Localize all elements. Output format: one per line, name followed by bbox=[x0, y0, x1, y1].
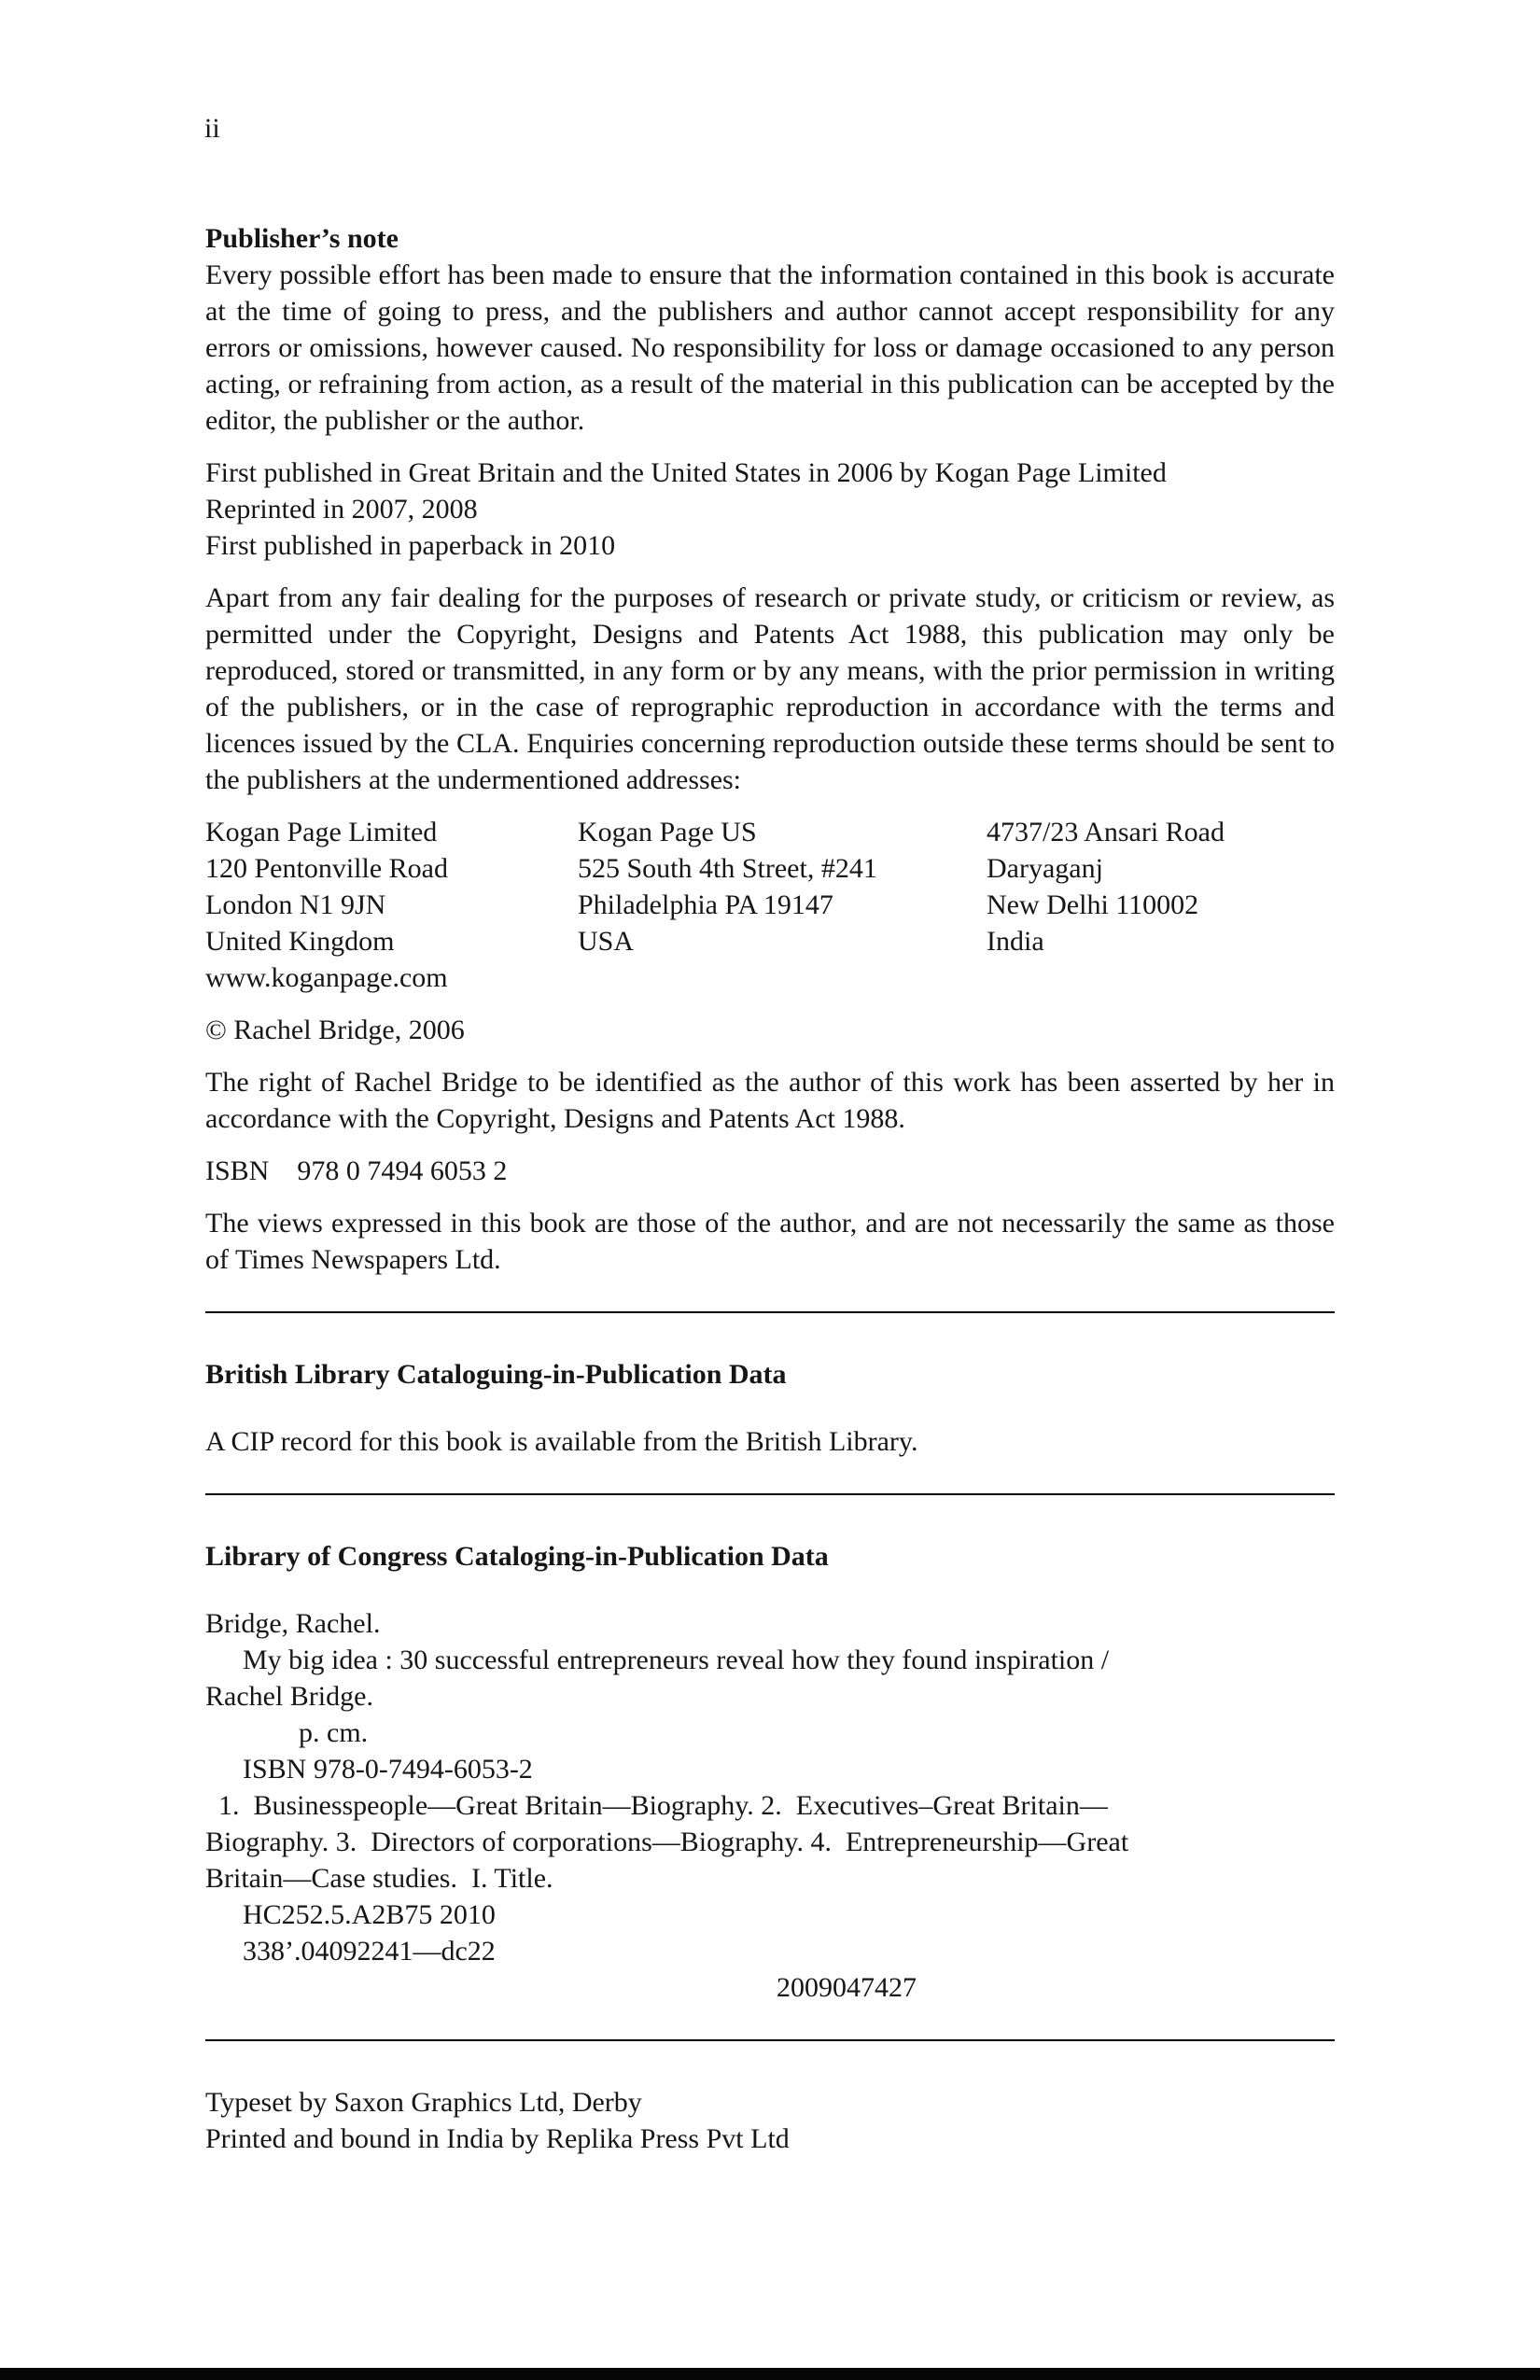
lc-control-number: 2009047427 bbox=[777, 1972, 917, 2003]
copyright-line: © Rachel Bridge, 2006 bbox=[205, 1015, 465, 1045]
address-line: India bbox=[987, 926, 1044, 957]
address-line: Kogan Page Limited bbox=[205, 817, 438, 847]
author-assertion: The right of Rachel Bridge to be identified as the author of this work has been asserted by her in accordance with the Copyright, Designs and Patents Act 1988. bbox=[205, 1067, 1335, 1134]
lc-record-line: HC252.5.A2B75 2010 bbox=[243, 1899, 496, 1930]
colophon bbox=[205, 2084, 1335, 2157]
british-library-body: A CIP record for this book is available from the British Library. bbox=[205, 1426, 918, 1457]
publication-history-line: First published in Great Britain and the United States in 2006 by Kogan Page Limited bbox=[205, 457, 1167, 488]
address-line: USA bbox=[578, 926, 635, 957]
british-library-heading: British Library Cataloguing-in-Publication Data bbox=[205, 1359, 787, 1390]
section-divider bbox=[205, 1493, 1335, 1495]
lc-record-line: Biography. 3. Directors of corporations—Biography. 4. Entrepreneurship—Great bbox=[205, 1827, 1129, 1857]
address-line: Philadelphia PA 19147 bbox=[578, 889, 833, 920]
views-disclaimer: The views expressed in this book are those of the author, and are not necessarily the same as those of Times Newspapers Ltd. bbox=[205, 1208, 1335, 1275]
library-of-congress-record bbox=[205, 1605, 1335, 2006]
lc-record-line: p. cm. bbox=[299, 1717, 369, 1748]
publication-history-line: First published in paperback in 2010 bbox=[205, 530, 616, 561]
address-line: 120 Pentonville Road bbox=[205, 853, 448, 884]
publisher-addresses bbox=[205, 814, 1335, 996]
address-line: 4737/23 Ansari Road bbox=[987, 817, 1225, 847]
publishers-note-body: Every possible effort has been made to ensure that the information contained in this book is accurate at the time of going to press, and the publishers and author cannot accept responsibility for any errors or omissions, however caused. No responsibility for loss or damage occasioned to any person acting, or refraining from action, as a result of the material in this publication can be accepted by the editor, the publisher or the author. bbox=[205, 259, 1335, 436]
address-uk bbox=[205, 814, 578, 996]
address-line: United Kingdom bbox=[205, 926, 395, 957]
copyright-page-content bbox=[205, 220, 1335, 2157]
address-line: Daryaganj bbox=[987, 853, 1103, 884]
publication-history-line: Reprinted in 2007, 2008 bbox=[205, 494, 478, 525]
publication-history bbox=[205, 455, 1335, 564]
library-of-congress-heading: Library of Congress Cataloging-in-Publication Data bbox=[205, 1541, 829, 1572]
page-number: ii bbox=[204, 113, 220, 144]
address-line: New Delhi 110002 bbox=[987, 889, 1199, 920]
section-divider bbox=[205, 2039, 1335, 2041]
isbn-line: ISBN 978 0 7494 6053 2 bbox=[205, 1155, 508, 1186]
rights-notice: Apart from any fair dealing for the purposes of research or private study, or criticism or review, as permitted under the Copyright, Designs and Patents Act 1988, this publication may only be reproduced, stored or transmitted, in any form or by any means, with the prior permission in writing of the publishers, or in the case of reprographic reproduction in accordance with the terms and licences issued by the CLA. Enquiries concerning reproduction outside these terms should be sent to the publishers at the undermentioned addresses: bbox=[205, 582, 1335, 795]
publishers-note-heading: Publisher’s note bbox=[205, 223, 399, 254]
lc-record-line: Britain—Case studies. I. Title. bbox=[205, 1863, 553, 1894]
publisher-website: www.koganpage.com bbox=[205, 962, 448, 993]
lc-record-line: 1. Businesspeople—Great Britain—Biography. 2. Executives–Great Britain— bbox=[218, 1790, 1108, 1821]
address-line: London N1 9JN bbox=[205, 889, 386, 920]
page-edge-bar bbox=[0, 2368, 1540, 2380]
address-us bbox=[578, 814, 987, 996]
colophon-line: Typeset by Saxon Graphics Ltd, Derby bbox=[205, 2087, 642, 2118]
lc-record-line: My big idea : 30 successful entrepreneurs reveal how they found inspiration / bbox=[243, 1645, 1110, 1675]
address-india bbox=[987, 814, 1335, 996]
lc-record-line: ISBN 978-0-7494-6053-2 bbox=[243, 1754, 533, 1785]
address-line: 525 South 4th Street, #241 bbox=[578, 853, 877, 884]
lc-record-line: Bridge, Rachel. bbox=[205, 1608, 381, 1639]
colophon-line: Printed and bound in India by Replika Press Pvt Ltd bbox=[205, 2123, 790, 2154]
section-divider bbox=[205, 1311, 1335, 1313]
address-line: Kogan Page US bbox=[578, 817, 757, 847]
lc-record-line: Rachel Bridge. bbox=[205, 1681, 373, 1712]
lc-record-line: 338’.04092241—dc22 bbox=[243, 1936, 496, 1967]
